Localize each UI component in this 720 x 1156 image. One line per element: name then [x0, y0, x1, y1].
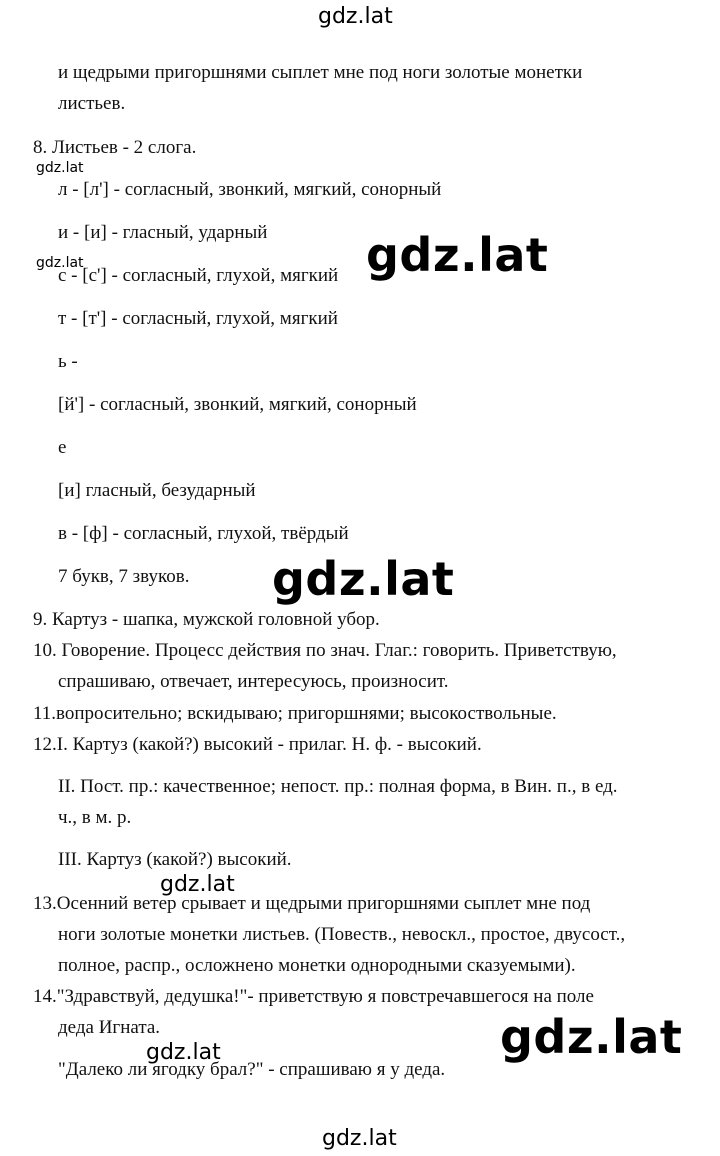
- watermark-large-3: gdz.lat: [500, 1010, 683, 1064]
- text-line: [и] гласный, безударный: [58, 480, 256, 501]
- text-line: листьев.: [58, 93, 126, 114]
- watermark-medium-1: gdz.lat: [160, 872, 235, 897]
- watermark-top: gdz.lat: [318, 4, 393, 29]
- text-line: "Далеко ли ягодку брал?" - спрашиваю я у деда.: [58, 1059, 446, 1080]
- text-line: II. Пост. пр.: качественное; непост. пр.: полная форма, в Вин. п., в ед.: [58, 776, 618, 797]
- text-line: 12.I. Картуз (какой?) высокий - прилаг. Н. ф. - высокий.: [33, 734, 482, 755]
- text-line: 11.вопросительно; вскидываю; пригоршнями; высокоствольные.: [33, 703, 557, 724]
- text-line: в - [ф] - согласный, глухой, твёрдый: [58, 523, 349, 544]
- text-line: 13.Осенний ветер срывает и щедрыми пригоршнями сыплет мне под: [33, 893, 591, 914]
- text-line: 8. Листьев - 2 слога.: [33, 137, 197, 158]
- text-line: с - [с'] - согласный, глухой, мягкий: [58, 265, 339, 286]
- text-line: е: [58, 437, 67, 458]
- text-line: деда Игната.: [58, 1017, 161, 1038]
- text-line: 10. Говорение. Процесс действия по знач. Глаг.: говорить. Приветствую,: [33, 640, 617, 661]
- text-line: 7 букв, 7 звуков.: [58, 566, 190, 587]
- watermark-medium-2: gdz.lat: [146, 1040, 221, 1065]
- text-line: [й'] - согласный, звонкий, мягкий, сонорный: [58, 394, 417, 415]
- text-line: полное, распр., осложнено монетки однородными сказуемыми).: [58, 955, 576, 976]
- watermark-bottom: gdz.lat: [322, 1126, 397, 1151]
- text-line: 14."Здравствуй, дедушка!"- приветствую я повстречавшегося на поле: [33, 986, 594, 1007]
- text-line: 9. Картуз - шапка, мужской головной убор.: [33, 609, 380, 630]
- text-line: и щедрыми пригоршнями сыплет мне под ноги золотые монетки: [58, 62, 583, 83]
- text-line: ь -: [58, 351, 78, 372]
- text-line: ч., в м. р.: [58, 807, 132, 828]
- text-line: т - [т'] - согласный, глухой, мягкий: [58, 308, 338, 329]
- text-line: и - [и] - гласный, ударный: [58, 222, 268, 243]
- watermark-large-1: gdz.lat: [366, 228, 549, 282]
- text-line: спрашиваю, отвечает, интересуюсь, произносит.: [58, 671, 449, 692]
- watermark-small-1: gdz.lat: [36, 160, 84, 176]
- watermark-small-2: gdz.lat: [36, 255, 84, 271]
- watermark-large-2: gdz.lat: [272, 552, 455, 606]
- text-line: III. Картуз (какой?) высокий.: [58, 849, 292, 870]
- text-line: л - [л'] - согласный, звонкий, мягкий, сонорный: [58, 179, 442, 200]
- text-line: ноги золотые монетки листьев. (Повеств., невоскл., простое, двусост.,: [58, 924, 626, 945]
